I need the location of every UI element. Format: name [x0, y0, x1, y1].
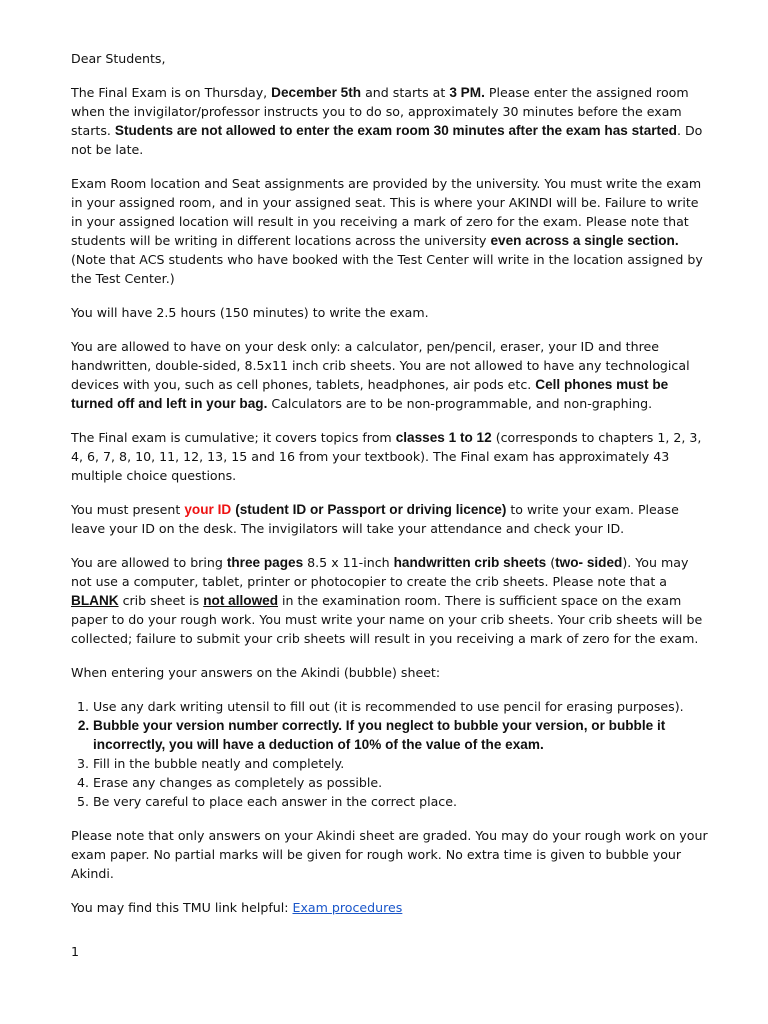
- list-item: 1. Use any dark writing utensil to fill out (it is recommended to use pencil for erasing purposes).: [93, 697, 708, 716]
- three-pages: three pages: [226, 555, 304, 570]
- text-run: Calculators are to be non-programmable, and non-graphing.: [267, 396, 653, 411]
- text-run: (: [546, 555, 556, 570]
- exam-date: December 5th: [271, 85, 362, 100]
- your-id-highlight: your ID: [184, 502, 232, 517]
- text-run: crib sheet is: [118, 593, 204, 608]
- list-item: 4. Erase any changes as completely as possible.: [93, 773, 708, 792]
- blank-word: BLANK: [71, 593, 119, 608]
- late-entry-warning: Students are not allowed to enter the exam room 30 minutes after the exam has started: [114, 123, 677, 138]
- crib-sheet-paragraph: [71, 553, 708, 648]
- text-run: You may find this TMU link helpful:: [71, 900, 293, 915]
- list-item: 5. Be very careful to place each answer in the correct place.: [93, 792, 708, 811]
- id-paragraph: [71, 500, 708, 538]
- exam-coverage-paragraph: [71, 428, 708, 485]
- list-item-version-warning: 2. Bubble your version number correctly. If you neglect to bubble your version, or bubble it incorrectly, you will have a deduction of 10% of the value of the exam.: [93, 716, 708, 754]
- id-types: (student ID or Passport or driving licence): [235, 502, 507, 517]
- page-number: 1: [71, 944, 80, 959]
- exam-date-paragraph: [71, 83, 708, 159]
- single-section-note: even across a single section.: [490, 233, 679, 248]
- duration-paragraph: You will have 2.5 hours (150 minutes) to write the exam.: [71, 305, 429, 320]
- room-assignment-paragraph: [71, 174, 708, 288]
- text-run: Please enter the assigned room when the invigilator/professor instructs you to do so, approximately 30 minutes before the exam starts.: [71, 85, 689, 138]
- text-run: You are allowed to have on your desk only: a calculator, pen/pencil, eraser, your ID and three handwritten, double-sided, 8.5x11 inch crib sheets. You are not allowed to have any technological devices with you, such as cell phones, tablets, headphones, air pods etc.: [71, 339, 690, 392]
- text-run: (Note that ACS students who have booked with the Test Center will write in the location assigned by the Test Center.): [71, 252, 703, 286]
- link-paragraph: [71, 898, 708, 917]
- greeting: Dear Students,: [71, 51, 166, 66]
- two-sided: two- sided: [555, 555, 623, 570]
- text-run: The Final exam is cumulative; it covers topics from: [71, 430, 396, 445]
- not-allowed-phrase: not allowed: [203, 593, 278, 608]
- text-run: You are allowed to bring: [71, 555, 227, 570]
- akindi-instructions-list: [71, 697, 708, 811]
- text-run: 8.5 x 11-inch: [303, 555, 394, 570]
- handwritten-crib-sheets: handwritten crib sheets: [393, 555, 547, 570]
- grading-paragraph: Please note that only answers on your Akindi sheet are graded. You may do your rough work on your exam paper. No partial marks will be given for rough work. No extra time is given to bubble your Akindi.: [71, 828, 708, 881]
- allowed-items-paragraph: [71, 337, 708, 413]
- classes-range: classes 1 to 12: [395, 430, 492, 445]
- text-run: (corresponds to chapters 1, 2, 3, 4, 6, 7, 8, 10, 11, 12, 13, 15 and 16 from your textbook). The Final exam has approximately 43 multiple choice questions.: [71, 430, 702, 483]
- text-run: . Do not be late.: [71, 123, 703, 157]
- text-run: ). You may not use a computer, tablet, printer or photocopier to create the crib sheets. Please note that a: [71, 555, 689, 589]
- text-run: in the examination room. There is sufficient space on the exam paper to do your rough work. You must write your name on your crib sheets. Your crib sheets will be collected; failure to submit your crib sheets will result in you receiving a mark of zero for the exam.: [71, 593, 703, 646]
- akindi-intro: When entering your answers on the Akindi (bubble) sheet:: [71, 665, 441, 680]
- text-run: The Final Exam is on Thursday,: [71, 85, 272, 100]
- exam-procedures-link[interactable]: Exam procedures: [292, 900, 403, 915]
- text-run: to write your exam. Please leave your ID on the desk. The invigilators will take your attendance and check your ID.: [71, 502, 679, 536]
- exam-time: 3 PM.: [449, 85, 485, 100]
- text-run: You must present: [71, 502, 185, 517]
- text-run: and starts at: [361, 85, 450, 100]
- text-run: Exam Room location and Seat assignments are provided by the university. You must write the exam in your assigned room, and in your assigned seat. This is where your AKINDI will be. Failure to write in your assigned location will result in you receiving a mark of zero for the exam. Please note that students will be writing in different locations across the university: [71, 176, 702, 248]
- list-item: 3. Fill in the bubble neatly and completely.: [93, 754, 708, 773]
- cell-phone-rule: Cell phones must be turned off and left in your bag.: [71, 377, 669, 411]
